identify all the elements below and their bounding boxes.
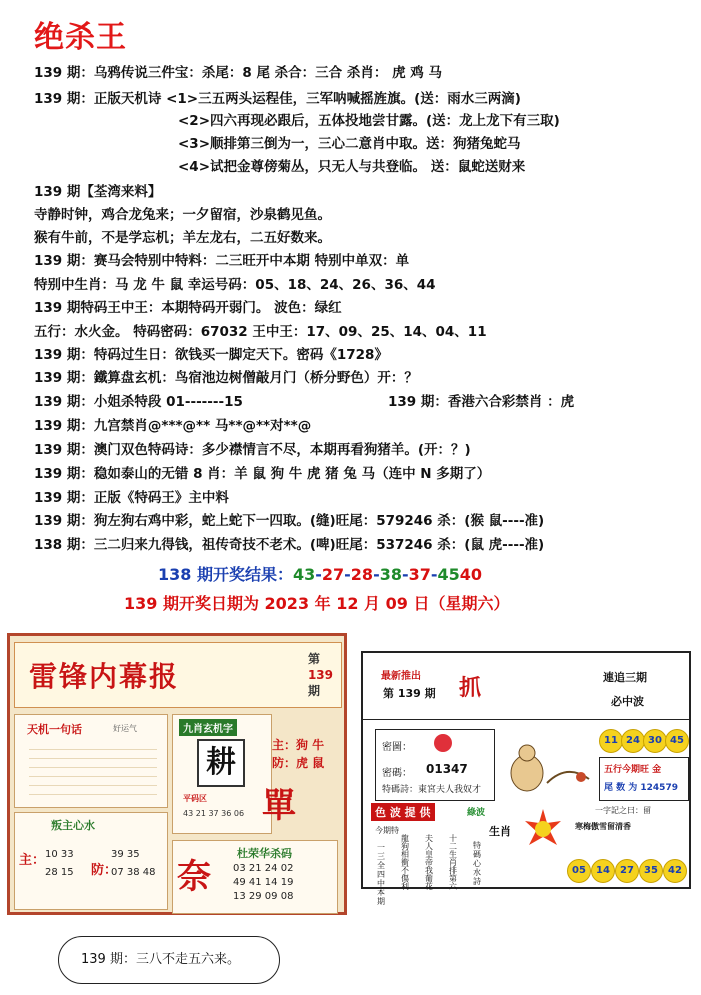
yizi-text: 寒梅傲雪留清香 xyxy=(575,822,631,831)
divider xyxy=(363,719,689,720)
result-number: 27 xyxy=(321,565,345,584)
poster-left xyxy=(7,633,347,915)
color-title: 色 波 提 供 xyxy=(371,803,435,821)
line-2: 139 期：正版天机诗 <1>三五两头运程佳，三军呐喊摇旌旗。(送：雨水三两滴) xyxy=(34,91,521,107)
red-ball-icon xyxy=(434,734,452,752)
code-box: 密圖： 密碼： 01347 特碼詩：東宮夫人我奴才 xyxy=(375,729,495,801)
ball-bottom: 27 xyxy=(615,859,639,883)
vertical-col: 龍狗相衝不傷利 xyxy=(401,834,409,891)
line-3: <2>四六再现必跟后，五体投地尝甘露。(送：龙上龙下有三取) xyxy=(178,113,560,129)
zodiac-label: 生肖 xyxy=(489,825,511,838)
result-special: 40 xyxy=(459,565,483,584)
zhu-fang: 主：狗 牛 防：虎 鼠 xyxy=(272,738,325,770)
single-char: 單 xyxy=(262,786,296,826)
right-top-1: 連追三期 xyxy=(603,671,647,684)
line-21: 138 期：三二归来九得钱，祖传奇技不老术。(啤)旺尾：537246 杀：(鼠 虎----准) xyxy=(34,537,545,553)
poem-line: 特碼詩：東宮夫人我奴才 xyxy=(382,785,482,795)
vertical-col: 一三全四中本期 xyxy=(377,843,385,906)
line-15a: 139 期：小姐杀特段 01-------15 xyxy=(34,394,243,410)
poster-left-header xyxy=(14,642,342,708)
box2-char: 耕 xyxy=(197,739,245,787)
line-12: 五行：水火金。 特码密码：67032 王中王：17、09、25、14、04、11 xyxy=(34,324,487,340)
line-15b: 139 期：香港六合彩禁肖 ：虎 xyxy=(388,394,575,410)
ball-top: 45 xyxy=(665,729,689,753)
brand-char: 抓 xyxy=(459,676,482,701)
result-prefix: 138 期开奖结果： xyxy=(158,565,293,584)
line-6: 139 期【荃湾来料】 xyxy=(34,184,162,200)
ball-bottom: 42 xyxy=(663,859,687,883)
animal-drawing-icon xyxy=(497,733,597,799)
new-tag: 最新推出 xyxy=(381,671,421,682)
text-lines-decoration xyxy=(29,741,157,801)
issue-label: 第 139 期 xyxy=(383,687,436,700)
yizi-label: 一字記之曰：留 xyxy=(595,806,651,815)
wuxing-box: 五行今期旺 金 尾 数 为 124579 xyxy=(599,757,689,801)
line-20: 139 期：狗左狗右鸡中彩，蛇上蛇下一四取。(缝)旺尾：579246 杀：(猴 鼠----准) xyxy=(34,513,545,529)
draw-date: 139 期开奖日期为 2023 年 12 月 09 日（星期六） xyxy=(124,594,510,613)
sun-star-icon xyxy=(523,809,563,849)
ball-bottom: 05 xyxy=(567,859,591,883)
line-7: 寺静时钟，鸡合龙兔来；一夕留宿，沙泉鹤见鱼。 xyxy=(34,207,331,223)
green-tag: 綠波 xyxy=(467,808,486,818)
poster-left-issue: 第 139 期 xyxy=(307,652,333,698)
box-tianji: 天机一句话 好运气 xyxy=(14,714,168,808)
box-shama: 奈 杜荣华杀码 03 21 24 02 49 41 14 19 13 29 09 08 xyxy=(172,840,338,914)
ball-top: 11 xyxy=(599,729,623,753)
draw-result: 138 期开奖结果：43-27-28-38-37-4540 xyxy=(158,565,483,584)
box-jiuxiao: 九肖玄机字 耕 平码区 43 21 37 36 06 xyxy=(172,714,272,834)
result-number: 28 xyxy=(350,565,374,584)
vertical-col: 夫人皇帝我葡花 xyxy=(425,834,433,891)
speech-bubble xyxy=(58,936,280,984)
right-top-2: 必中波 xyxy=(611,695,644,708)
vertical-col: 十二生肖排第六 xyxy=(449,834,457,891)
line-18: 139 期：稳如泰山的无错 8 肖：羊 鼠 狗 牛 虎 猪 兔 马（连中 N 多期了） xyxy=(34,466,491,482)
bubble-text: 139 期：三八不走五六来。 xyxy=(81,952,240,967)
result-number: 38 xyxy=(379,565,402,584)
line-17: 139 期：澳门双色特码诗：多少襟情言不尽，本期再看狗猪羊。(开：？) xyxy=(34,442,471,458)
line-9: 139 期：赛马会特别中特料：二三旺开中本期 特别中单双：单 xyxy=(34,253,410,269)
ball-top: 24 xyxy=(621,729,645,753)
box-xinshui: 叛主心水 主： 防： 10 33 28 15 39 35 07 38 48 xyxy=(14,812,168,910)
page-title: 绝杀王 xyxy=(34,20,127,55)
result-number: 45 xyxy=(437,565,460,584)
ball-bottom: 35 xyxy=(639,859,663,883)
poster-right xyxy=(361,651,691,906)
vertical-col: 特碼心水詩 xyxy=(473,841,481,886)
line-16: 139 期：九宫禁肖@***@** 马**@**对**@ xyxy=(34,418,312,434)
line-11: 139 期特码王中王：本期特码开弱门。 波色：绿红 xyxy=(34,300,342,316)
result-number: 43 xyxy=(292,565,316,584)
line-13: 139 期：特码过生日：欲钱买一脚定天下。密码《1728》 xyxy=(34,347,388,363)
line-14: 139 期：鐵算盘玄机：鸟宿池边树僧敲月门（桥分野色）开：？ xyxy=(34,370,418,386)
line-4: <3>顺排第三倒为一，三心二意肖中取。送：狗猪兔蛇马 xyxy=(178,136,521,152)
line-19: 139 期：正版《特码王》主中料 xyxy=(34,490,229,506)
line-1: 139 期：乌鸦传说三件宝：杀尾：8 尾 杀合：三合 杀肖： 虎 鸡 马 xyxy=(34,65,442,81)
line-5: <4>试把金尊傍菊丛，只无人与共登临。 送：鼠蛇送财来 xyxy=(178,159,526,175)
result-number: 37 xyxy=(408,565,431,584)
ball-bottom: 14 xyxy=(591,859,615,883)
issue-small: 今期特 xyxy=(375,826,399,835)
line-10: 特别中生肖：马 龙 牛 鼠 幸运号码：05、18、24、26、36、44 xyxy=(34,277,436,293)
line-8: 猴有牛前，不是学忘机；羊左龙右，二五好数来。 xyxy=(34,230,331,246)
ball-top: 30 xyxy=(643,729,667,753)
poster-left-title: 雷锋内幕报 xyxy=(29,660,180,693)
